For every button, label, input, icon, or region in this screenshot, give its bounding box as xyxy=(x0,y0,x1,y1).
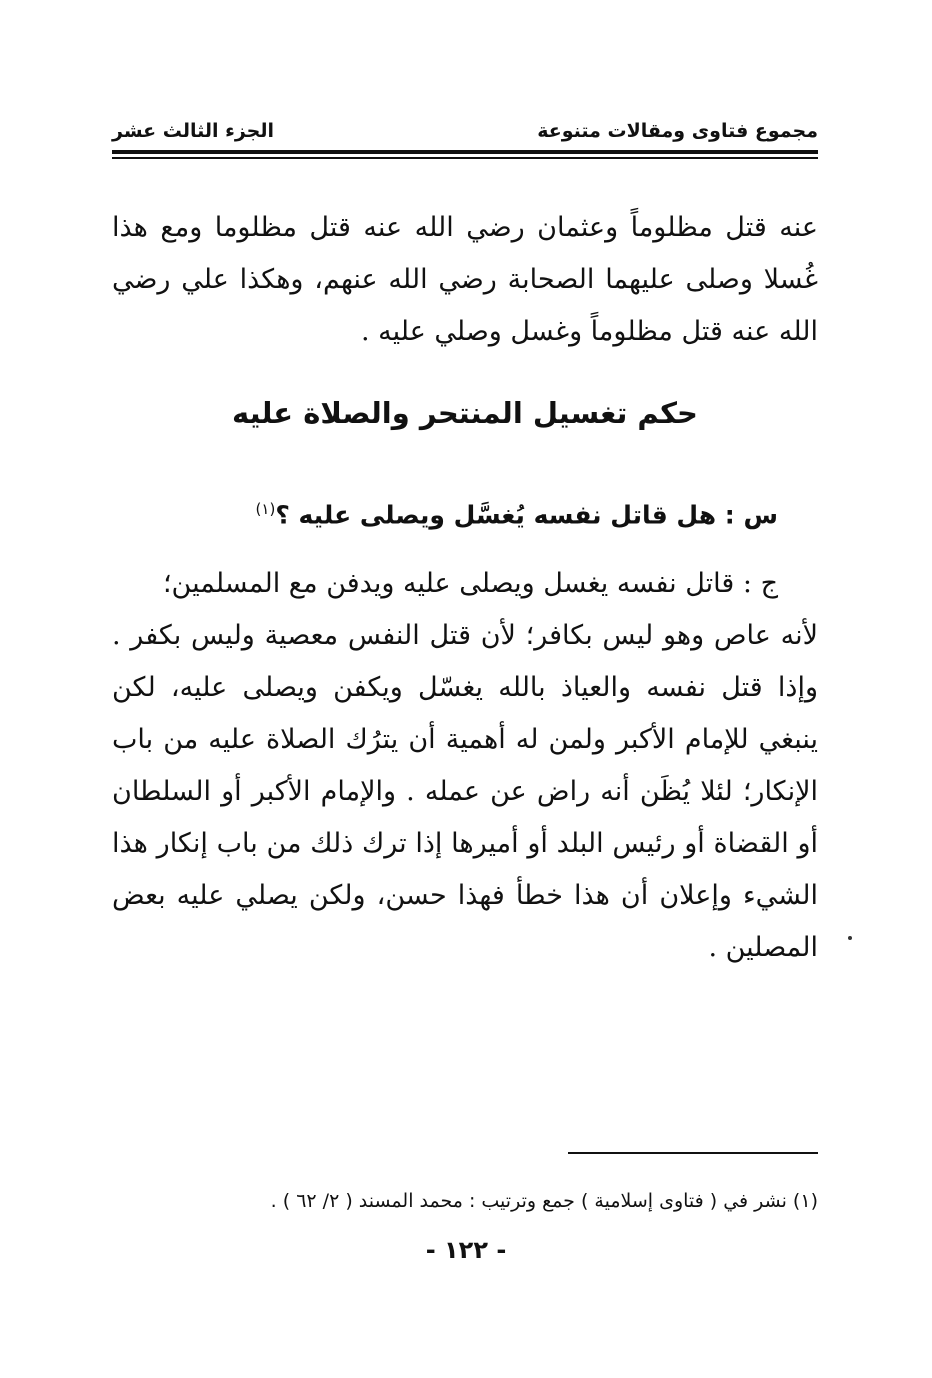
question-text: س : هل قاتل نفسه يُغسَّل ويصلى عليه ؟ xyxy=(275,500,778,530)
footnote: (١) نشر في ( فتاوى إسلامية ) جمع وترتيب : محمد المسند ( ٢/ ٦٢ ) . xyxy=(270,1190,818,1212)
footnote-marker: (١) xyxy=(255,500,276,518)
footnote-rule xyxy=(568,1152,818,1154)
page-number: - ١٢٢ - xyxy=(425,1236,507,1264)
header-rule-thin xyxy=(112,157,818,159)
intro-text: عنه قتل مظلوماً وعثمان رضي الله عنه قتل مظلوما ومع هذا غُسلا وصلى عليهما الصحابة رضي الله عنهم، وهكذا علي رضي الله عنه قتل مظلوماً وغسل وصلي عليه . xyxy=(112,212,818,347)
question xyxy=(112,500,818,529)
answer-first-line: ج : قاتل نفسه يغسل ويصلى عليه ويدفن مع المسلمين؛ xyxy=(162,568,778,599)
section-heading: حكم تغسيل المنتحر والصلاة عليه xyxy=(232,396,698,430)
answer-paragraph xyxy=(112,558,818,974)
header-rule-thick xyxy=(112,150,818,154)
intro-paragraph xyxy=(112,202,818,358)
book-title: مجموع فتاوى ومقالات متنوعة xyxy=(537,120,818,142)
volume-label: الجزء الثالث عشر xyxy=(112,120,275,142)
running-header xyxy=(112,116,818,146)
answer-body: لأنه عاص وهو ليس بكافر؛ لأن قتل النفس معصية وليس بكفر . وإذا قتل نفسه والعياذ بالله يغسّل ويكفن ويصلى عليه، لكن ينبغي للإمام الأكبر ولمن له أهمية أن يترُك الصلاة عليه من باب الإنكار؛ لئلا يُظَن أنه راض عن عمله . والإمام الأكبر أو السلطان أو القضاة أو رئيس البلد أو أميرها إذا ترك ذلك من باب إنكار هذا الشيء وإعلان أن هذا خطأ فهذا حسن، ولكن يصلي عليه بعض المصلين . xyxy=(112,620,818,963)
stray-dot xyxy=(848,936,852,940)
